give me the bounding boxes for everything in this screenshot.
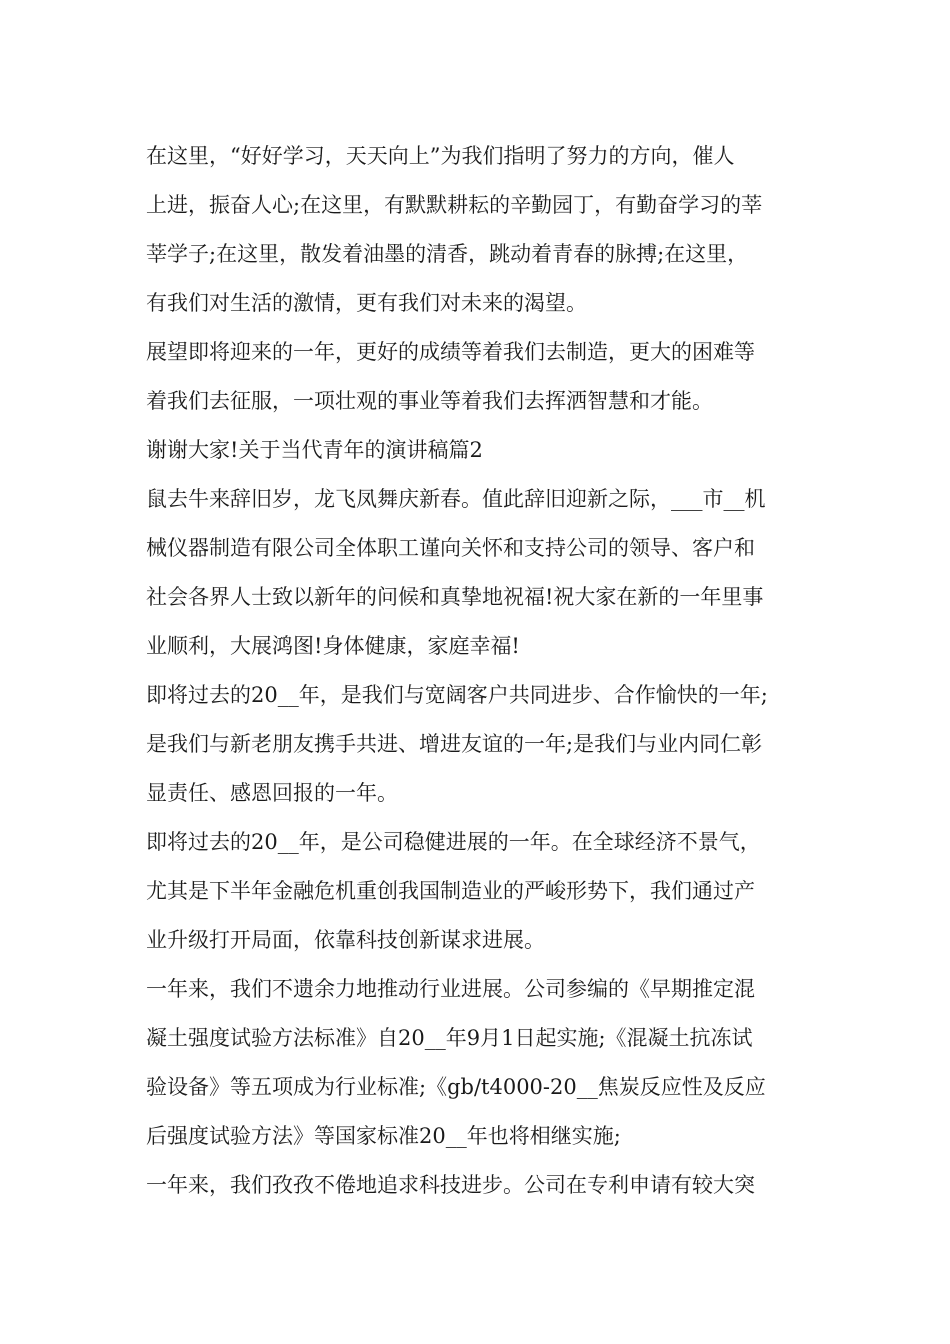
section-heading (146, 426, 822, 475)
paragraph (146, 818, 822, 965)
text-line: 在这里，“好好学习，天天向上”为我们指明了努力的方向，催人 (146, 144, 735, 168)
text-line: 验设备》等五项成为行业标准;《gb/t4000-20__焦炭反应性及反应 (146, 1075, 766, 1099)
text-line: 即将过去的20__年，是我们与宽阔客户共同进步、合作愉快的一年; (146, 683, 768, 707)
text-line: 尤其是下半年金融危机重创我国制造业的严峻形势下，我们通过产 (146, 879, 755, 903)
text-line: 有我们对生活的激情，更有我们对未来的渴望。 (146, 291, 587, 315)
text-line: 凝土强度试验方法标准》自20__年9月1日起实施;《混凝土抗冻试 (146, 1026, 753, 1050)
text-line: 是我们与新老朋友携手共进、增进友谊的一年;是我们与业内同仁彰 (146, 732, 763, 756)
paragraph (146, 475, 822, 671)
text-line: 显责任、感恩回报的一年。 (146, 781, 398, 805)
text-line: 莘学子;在这里，散发着油墨的清香，跳动着青春的脉搏;在这里， (146, 242, 749, 266)
text-line: 业升级打开局面，依靠科技创新谋求进展。 (146, 928, 545, 952)
document-body (146, 132, 822, 1210)
paragraph (146, 328, 822, 426)
text-line: 上进，振奋人心;在这里，有默默耕耘的辛勤园丁，有勤奋学习的莘 (146, 193, 763, 217)
paragraph (146, 671, 822, 818)
text-line: 谢谢大家!关于当代青年的演讲稿篇2 (146, 438, 483, 462)
paragraph (146, 1161, 822, 1210)
text-line: 械仪器制造有限公司全体职工谨向关怀和支持公司的领导、客户和 (146, 536, 755, 560)
text-line: 鼠去牛来辞旧岁，龙飞凤舞庆新春。值此辞旧迎新之际，___市__机 (146, 487, 766, 511)
paragraph (146, 132, 822, 328)
text-line: 业顺利，大展鸿图!身体健康，家庭幸福! (146, 634, 520, 658)
text-line: 后强度试验方法》等国家标准20__年也将相继实施; (146, 1124, 621, 1148)
text-line: 即将过去的20__年，是公司稳健进展的一年。在全球经济不景气， (146, 830, 761, 854)
text-line: 社会各界人士致以新年的问候和真挚地祝福!祝大家在新的一年里事 (146, 585, 764, 609)
text-line: 一年来，我们不遗余力地推动行业进展。公司参编的《早期推定混 (146, 977, 755, 1001)
text-line: 一年来，我们孜孜不倦地追求科技进步。公司在专利申请有较大突 (146, 1173, 755, 1197)
text-line: 着我们去征服，一项壮观的事业等着我们去挥洒智慧和才能。 (146, 389, 713, 413)
text-line: 展望即将迎来的一年，更好的成绩等着我们去制造，更大的困难等 (146, 340, 755, 364)
paragraph (146, 965, 822, 1161)
